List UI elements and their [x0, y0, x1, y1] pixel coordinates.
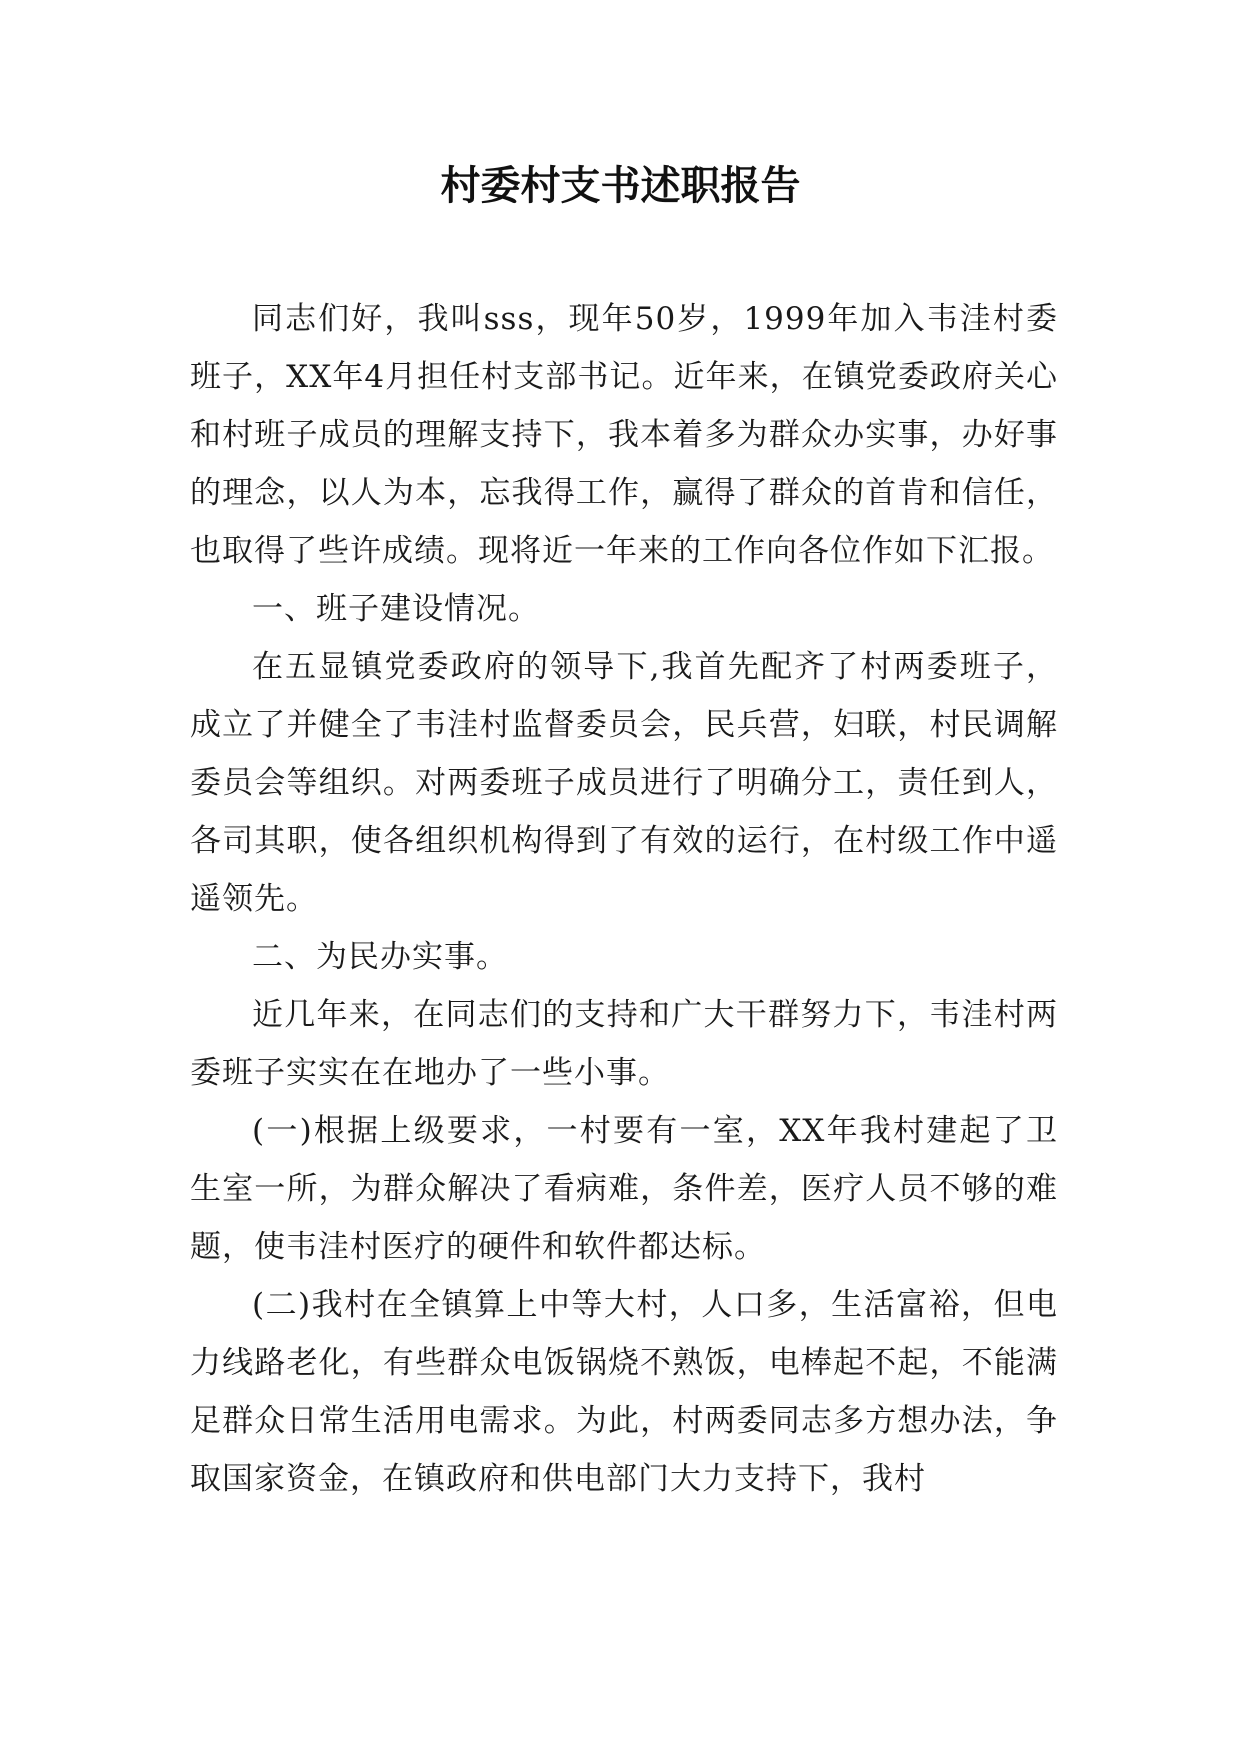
section-heading-practical-work: 二、为民办实事。 — [252, 939, 508, 975]
paragraph-clinic: (一)根据上级要求，一村要有一室，XX年我村建起了卫生室一所，为群众解决了看病难，条件差，医疗人员不够的难题，使韦洼村医疗的硬件和软件都达标。 — [190, 1113, 1058, 1265]
paragraph-intro: 同志们好，我叫sss，现年50岁，1999年加入韦洼村委班子，XX年4月担任村支部书记。近年来，在镇党委政府关心和村班子成员的理解支持下，我本着多为群众办实事，办好事的理念，以人为本，忘我得工作，赢得了群众的首肯和信任，也取得了些许成绩。现将近一年来的工作向各位作如下汇报。 — [190, 301, 1058, 569]
paragraph-practical-work-intro: 近几年来，在同志们的支持和广大干群努力下，韦洼村两委班子实实在在地办了一些小事。 — [190, 997, 1058, 1091]
paragraph-power-grid: (二)我村在全镇算上中等大村，人口多，生活富裕，但电力线路老化，有些群众电饭锅烧不熟饭，电棒起不起，不能满足群众日常生活用电需求。为此，村两委同志多方想办法，争取国家资金，在镇政府和供电部门大力支持下，我村 — [190, 1287, 1058, 1497]
document-body — [190, 290, 1058, 1508]
section-heading-team-building: 一、班子建设情况。 — [252, 591, 540, 627]
paragraph-team-building: 在五显镇党委政府的领导下,我首先配齐了村两委班子，成立了并健全了韦洼村监督委员会，民兵营，妇联，村民调解委员会等组织。对两委班子成员进行了明确分工，责任到人，各司其职，使各组织机构得到了有效的运行，在村级工作中遥遥领先。 — [190, 649, 1058, 917]
document-title: 村委村支书述职报告 — [440, 162, 801, 209]
